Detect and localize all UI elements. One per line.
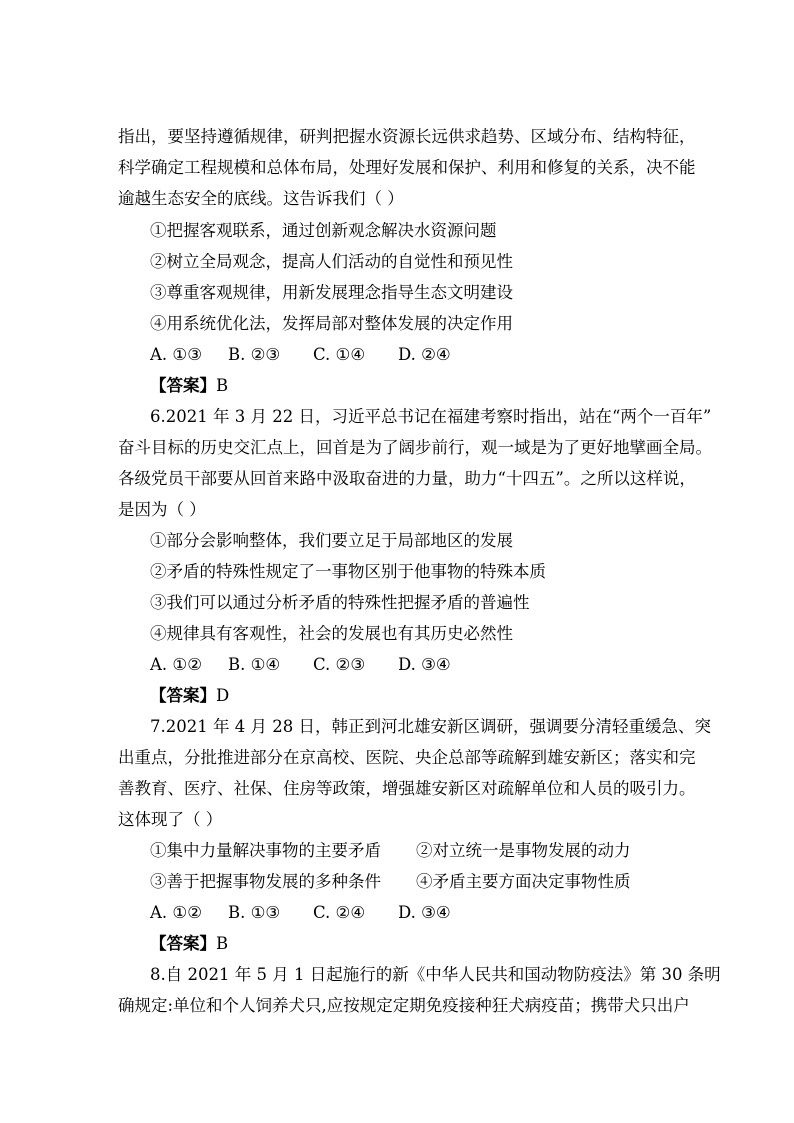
q7-answer-value: B [216,934,229,953]
q5-statement-1: ①把握客观联系，通过创新观念解决水资源问题 [150,221,497,240]
q6-option-d: D. ③④ [398,655,451,674]
q5-line-1: 指出，要坚持遵循规律，研判把握水资源长远供求趋势、区域分布、结构特征， [118,127,696,146]
q6-option-a: A. ①② [150,655,202,674]
q5-option-a: A. ①③ [150,345,202,364]
q6-answer [150,686,710,706]
q5-answer-label: 【答案】 [150,376,216,395]
q8-line-1: 8.自 2021 年 5 月 1 日起施行的新《中华人民共和国动物防疫法》第 30 条明 [150,965,721,984]
q6-line-2: 奋斗目标的历史交汇点上，回首是为了阔步前行，观一域是为了更好地擘画全局。 [118,438,712,457]
q6-statement-3: ③我们可以通过分析矛盾的特殊性把握矛盾的普遍性 [150,593,530,612]
q5-line-3: 逾越生态安全的底线。这告诉我们（ ） [118,189,404,208]
q6-option-b: B. ①④ [228,655,281,674]
q7-answer [150,934,710,954]
q5-option-d: D. ②④ [398,345,451,364]
q7-statement-2: ②对立统一是事物发展的动力 [416,841,631,860]
q7-statement-4: ④矛盾主要方面决定事物性质 [416,872,631,891]
q7-statement-3: ③善于把握事物发展的多种条件 [150,872,381,891]
q7-option-c: C. ②④ [313,903,366,922]
q5-option-b: B. ②③ [228,345,281,364]
q6-statement-1: ①部分会影响整体，我们要立足于局部地区的发展 [150,531,513,550]
q5-options [150,345,710,365]
q6-line-3: 各级党员干部要从回首来路中汲取奋进的力量，助力“十四五”。之所以这样说， [118,469,696,488]
q6-option-c: C. ②③ [313,655,366,674]
q6-answer-label: 【答案】 [150,686,216,705]
q8-line-2: 确规定:单位和个人饲养犬只,应按规定定期免疫接种狂犬病疫苗；携带犬只出户 [118,996,690,1015]
q7-statements-row-1 [150,841,710,861]
q7-line-2: 出重点，分批推进部分在京高校、医院、央企总部等疏解到雄安新区；落实和完 [118,748,696,767]
q7-statement-1: ①集中力量解决事物的主要矛盾 [150,841,381,860]
q7-line-4: 这体现了（ ） [118,810,223,829]
q7-option-d: D. ③④ [398,903,451,922]
q7-option-a: A. ①② [150,903,202,922]
q6-line-4: 是因为（ ） [118,500,206,519]
q5-statement-4: ④用系统优化法，发挥局部对整体发展的决定作用 [150,314,513,333]
q5-statement-3: ③尊重客观规律，用新发展理念指导生态文明建设 [150,283,513,302]
q5-option-c: C. ①④ [313,345,366,364]
q6-line-1: 6.2021 年 3 月 22 日，习近平总书记在福建考察时指出，站在“两个一百年” [150,407,712,426]
q7-line-1: 7.2021 年 4 月 28 日，韩正到河北雄安新区调研，强调要分清轻重缓急、突 [150,717,711,736]
q5-answer-value: B [216,376,229,395]
q5-answer [150,376,710,396]
q6-statement-2: ②矛盾的特殊性规定了一事物区别于他事物的特殊本质 [150,562,546,581]
q6-statement-4: ④规律具有客观性，社会的发展也有其历史必然性 [150,624,513,643]
q7-statements-row-2 [150,872,710,892]
q7-line-3: 善教育、医疗、社保、住房等政策，增强雄安新区对疏解单位和人员的吸引力。 [118,779,696,798]
q5-line-2: 科学确定工程规模和总体布局，处理好发展和保护、利用和修复的关系，决不能 [118,158,696,177]
q6-options [150,655,710,675]
q7-answer-label: 【答案】 [150,934,216,953]
q7-option-b: B. ①③ [228,903,281,922]
q7-options [150,903,710,923]
q6-answer-value: D [216,686,230,705]
q5-statement-2: ②树立全局观念，提高人们活动的自觉性和预见性 [150,252,513,271]
